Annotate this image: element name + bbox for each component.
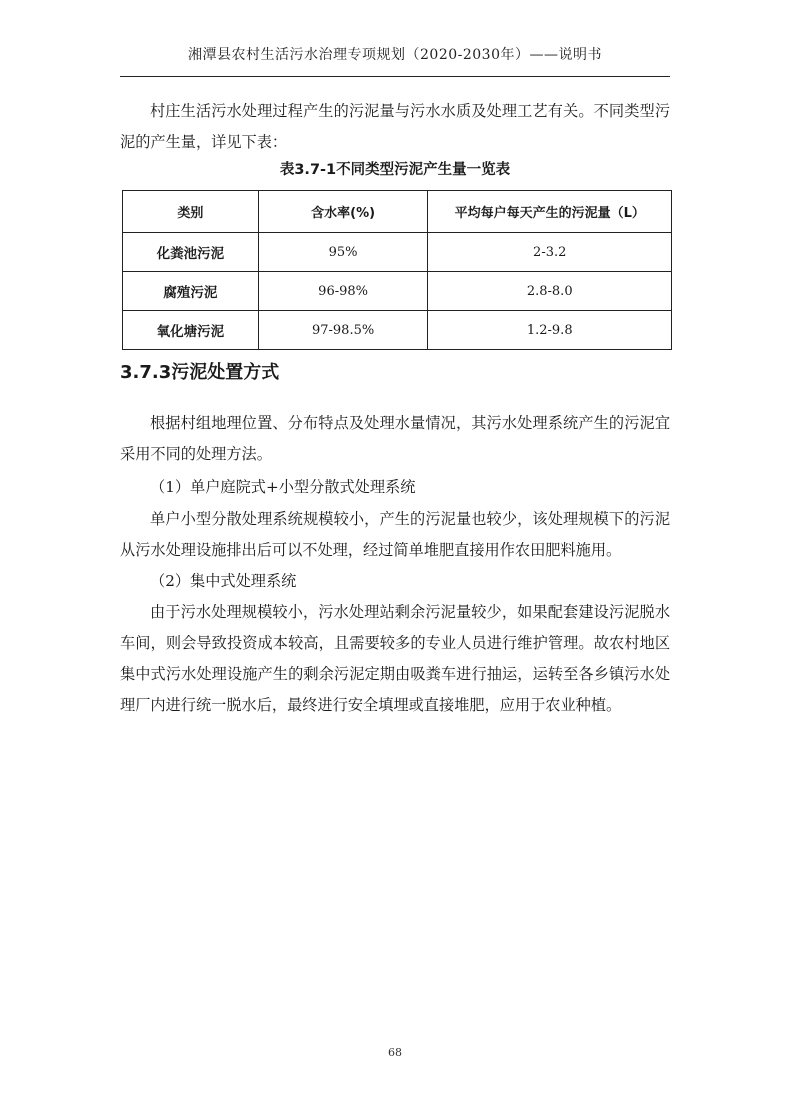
- cell-water-content: 97-98.5%: [258, 311, 428, 350]
- cell-category: 腐殖污泥: [123, 272, 259, 311]
- column-header-water-content: 含水率(%): [258, 191, 428, 233]
- column-header-category: 类别: [123, 191, 259, 233]
- table-row: [123, 272, 672, 311]
- cell-category: 化粪池污泥: [123, 233, 259, 272]
- cell-water-content: 95%: [258, 233, 428, 272]
- table-caption: 表3.7-1不同类型污泥产生量一览表: [279, 162, 511, 178]
- table-row: [123, 311, 672, 350]
- intro-paragraph: 村庄生活污水处理过程产生的污泥量与污水水质及处理工艺有关。不同类型污泥的产生量，详见下表：: [120, 102, 670, 151]
- page-number: 68: [388, 1046, 402, 1059]
- subheading-1: （1）单户庭院式+小型分散式处理系统: [150, 478, 416, 496]
- cell-sludge-volume: 2.8-8.0: [428, 272, 672, 311]
- cell-category: 氧化塘污泥: [123, 311, 259, 350]
- sludge-table: [122, 190, 672, 350]
- subheading-2: （2）集中式处理系统: [150, 572, 297, 590]
- section-paragraph-2: 单户小型分散处理系统规模较小，产生的污泥量也较少，该处理规模下的污泥从污水处理设施排出后可以不处理，经过简单堆肥直接用作农田肥料施用。: [120, 510, 670, 559]
- section-paragraph-3: 由于污水处理规模较小，污水处理站剩余污泥量较少，如果配套建设污泥脱水车间，则会导致投资成本较高，且需要较多的专业人员进行维护管理。故农村地区集中式污水处理设施产生的剩余污泥定期由吸粪车进行抽运，运转至各乡镇污水处理厂内进行统一脱水后，最终进行安全填埋或直接堆肥，应用于农业种植。: [120, 603, 670, 714]
- running-header: 湘潭县农村生活污水治理专项规划（2020-2030年）——说明书: [188, 47, 602, 63]
- table-row: [123, 233, 672, 272]
- section-heading: 3.7.3污泥处置方式: [120, 362, 280, 383]
- cell-sludge-volume: 2-3.2: [428, 233, 672, 272]
- table-header-row: [123, 191, 672, 233]
- section-paragraph-1: 根据村组地理位置、分布特点及处理水量情况，其污水处理系统产生的污泥宜采用不同的处理方法。: [120, 414, 670, 463]
- header-divider: [120, 76, 670, 77]
- cell-water-content: 96-98%: [258, 272, 428, 311]
- column-header-sludge-volume: 平均每户每天产生的污泥量（L）: [428, 191, 672, 233]
- cell-sludge-volume: 1.2-9.8: [428, 311, 672, 350]
